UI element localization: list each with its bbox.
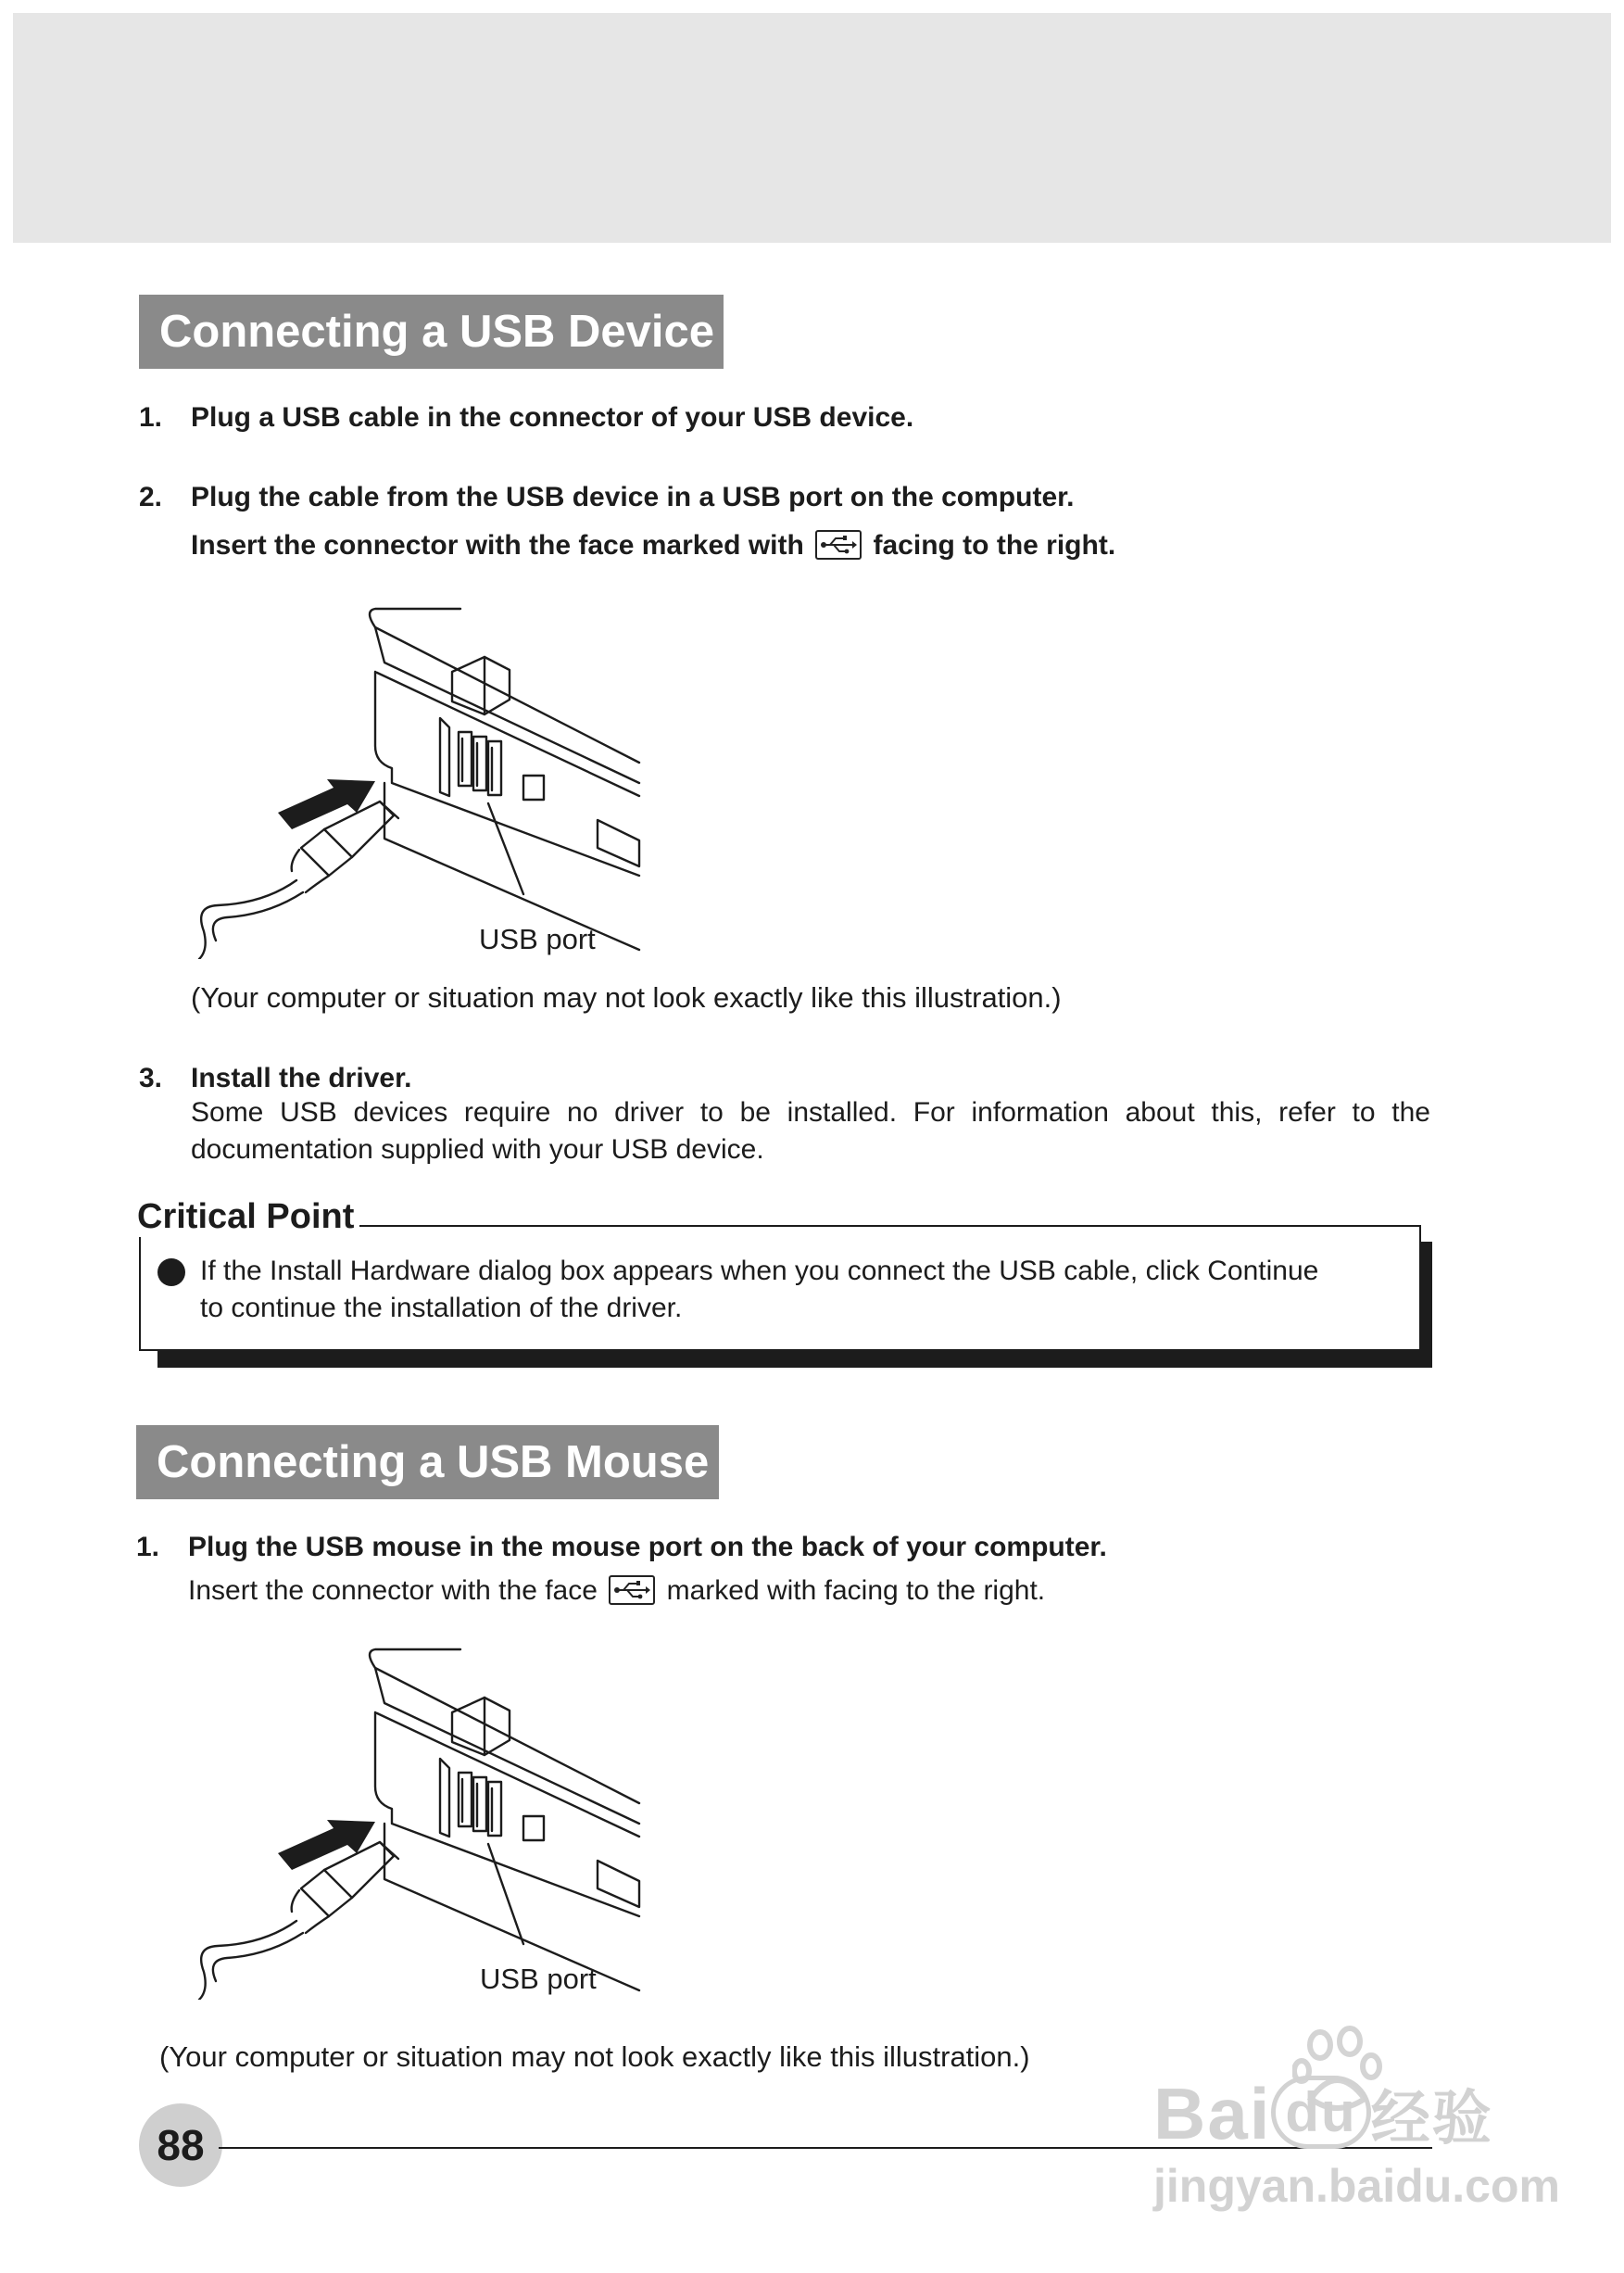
- usb-port-slots: [459, 732, 501, 795]
- step-2-title: Plug the cable from the USB device in a USB port on the computer.: [191, 482, 1075, 512]
- step-3-body-line-1: Some USB devices require no driver to be installed. For information about this, refer to the: [191, 1097, 1430, 1128]
- usb-port-illustration-2: [190, 1638, 653, 2000]
- critical-point-text: [200, 1253, 1404, 1327]
- step-3-body: [191, 1094, 1430, 1168]
- laptop-lid-edge: [375, 627, 639, 783]
- step-1-title: Plug a USB cable in the connector of your USB device.: [191, 402, 914, 433]
- step-3-body-line-2: documentation supplied with your USB device.: [191, 1134, 764, 1165]
- laptop-lid-top: [370, 609, 639, 763]
- mouse-step-1-number: 1.: [136, 1532, 160, 1562]
- mouse-step-1-note-end: marked with facing to the right.: [666, 1575, 1046, 1606]
- step-2-note-start: Insert the connector with the face marked with: [191, 530, 804, 561]
- watermark-url: jingyan.baidu.com: [1153, 2160, 1560, 2212]
- serial-port: [598, 820, 639, 866]
- mouse-step-1-note-start: Insert the connector with the face: [188, 1575, 598, 1606]
- step-2-number: 2.: [139, 482, 163, 512]
- bullet-icon: [157, 1258, 185, 1286]
- watermark-brand: Bai du 经验: [1153, 2073, 1493, 2154]
- step-2-note-end: facing to the right.: [873, 530, 1116, 561]
- critical-point-line-1: If the Install Hardware dialog box appears when you connect the USB cable, click Continue: [200, 1256, 1319, 1286]
- laptop-body-outline: [375, 672, 639, 876]
- section-title-usb-mouse: Connecting a USB Mouse: [136, 1425, 719, 1499]
- usb-port-label-1: USB port: [479, 923, 596, 955]
- top-gray-band: [13, 13, 1611, 243]
- usb-cable: [199, 880, 296, 959]
- port-recess: [440, 718, 449, 796]
- illustration-caption-2: (Your computer or situation may not look exactly like this illustration.): [159, 2040, 1030, 2073]
- page-number: 88: [139, 2103, 222, 2187]
- step-2-note: [191, 530, 1115, 562]
- usb-symbol-icon: [815, 530, 862, 560]
- insert-arrow: [278, 779, 375, 829]
- mouse-step-1-note: [188, 1575, 1045, 1607]
- mouse-step-1-title: Plug the USB mouse in the mouse port on the back of your computer.: [188, 1532, 1107, 1562]
- illustration-caption-1: (Your computer or situation may not look exactly like this illustration.): [191, 981, 1062, 1014]
- critical-point-line-2: to continue the installation of the driver.: [200, 1293, 683, 1323]
- section-title-usb-device: Connecting a USB Device: [139, 295, 724, 369]
- step-3-number: 3.: [139, 1063, 163, 1093]
- usb-port-illustration-1: [190, 598, 653, 959]
- step-1-number: 1.: [139, 402, 163, 433]
- usb-port-label-2: USB port: [480, 1963, 597, 1995]
- usb-symbol-icon: [609, 1575, 655, 1605]
- jack-square: [523, 776, 544, 800]
- step-3-title: Install the driver.: [191, 1063, 412, 1093]
- label-leader-line: [488, 803, 523, 894]
- hinge-shape: [452, 657, 510, 714]
- critical-point-label: Critical Point: [137, 1197, 359, 1237]
